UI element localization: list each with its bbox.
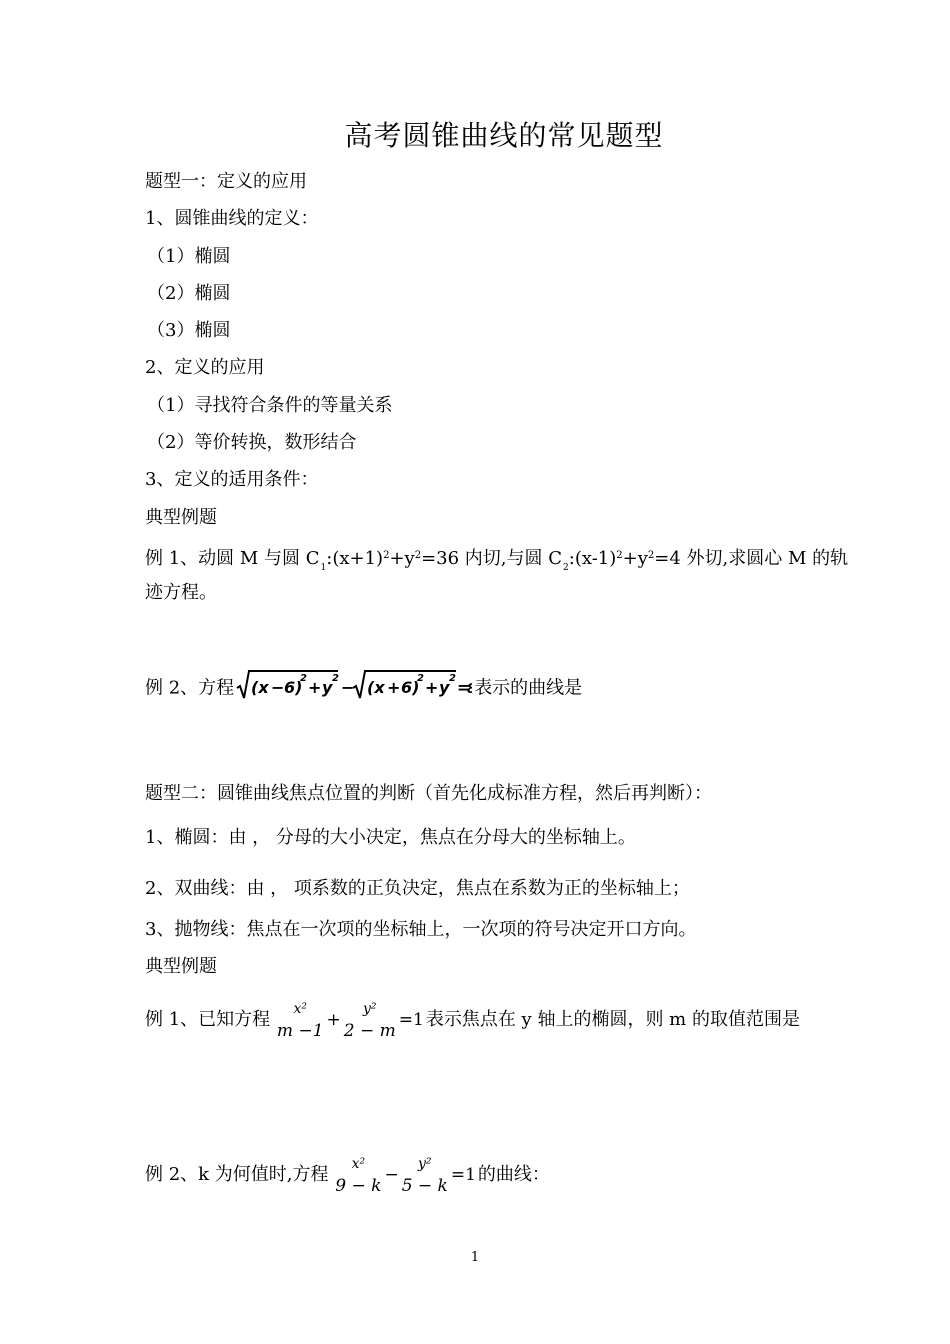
svg-text:−: − (341, 678, 355, 697)
example-2-2: 例 2、k 为何值时,方程 x² 9 − k − y² 5 − k =1 的曲线： (145, 1153, 550, 1197)
svg-text:6): 6) (284, 678, 303, 697)
svg-text:8 (467, 682, 472, 697)
section1-heading: 题型一：定义的应用 (145, 171, 307, 192)
fraction-x2-k: x² 9 − k (335, 1156, 382, 1196)
ellipse-rule: 1、椭圆：由 ， 分母的大小决定，焦点在分母大的坐标轴上。 (145, 827, 636, 848)
svg-text:=: = (457, 678, 471, 697)
fraction-y2-k: y² 5 − k (401, 1156, 448, 1196)
svg-text:+: + (308, 678, 322, 697)
example-2-1: 例 1、已知方程 x² m −1 + y² 2 − m =1 表示焦点在 y 轴上的椭圆，则 m 的取值范围是 (145, 998, 800, 1042)
example-1-1: 例 1、动圆 M 与圆 $C_1:(x+1)^2+y^2=36$ 内切,与圆 $C_2:(x-1)^2+y^2=4$ 外切,求圆心 M 的轨 (145, 548, 849, 573)
definition-item-1: （1）椭圆 (147, 246, 231, 267)
section2-heading: 题型二：圆锥曲线焦点位置的判断（首先化成标准方程，然后再判断）： (145, 783, 712, 804)
definition-item-2: （2）椭圆 (147, 283, 231, 304)
condition-heading: 3、定义的适用条件： (145, 469, 319, 490)
svg-text:2: 2 (332, 673, 340, 684)
definition-item-3: （3）椭圆 (147, 320, 231, 341)
example-1-1-continued: 迹方程。 (145, 582, 217, 603)
application-heading: 2、定义的应用 (145, 357, 265, 378)
svg-text:6): 6) (401, 678, 420, 697)
svg-text:+: + (425, 678, 439, 697)
application-item-2: （2）等价转换，数形结合 (147, 432, 357, 453)
radical-equation-graphic (236, 668, 472, 702)
svg-text:2: 2 (300, 673, 308, 684)
parabola-rule: 3、抛物线：焦点在一次项的坐标轴上，一次项的符号决定开口方向。 (145, 919, 697, 940)
page-title: 高考圆锥曲线的常见题型 (344, 119, 664, 152)
definition-heading: 1、圆锥曲线的定义： (145, 208, 319, 229)
svg-text:(x: (x (367, 678, 385, 697)
page-number: 1 (470, 1250, 480, 1265)
svg-text:(x: (x (251, 678, 269, 697)
svg-text:2: 2 (417, 673, 425, 684)
examples-heading-1: 典型例题 (145, 507, 217, 528)
fraction-x2: x² m −1 (276, 1001, 324, 1041)
hyperbola-rule: 2、双曲线：由 ， 项系数的正负决定，焦点在系数为正的坐标轴上； (145, 878, 690, 899)
svg-text:+: + (387, 678, 401, 697)
application-item-1: （1）寻找符合条件的等量关系 (147, 395, 393, 416)
svg-text:y: y (322, 678, 333, 697)
examples-heading-2: 典型例题 (145, 956, 217, 977)
equation-image (236, 668, 472, 709)
svg-text:y: y (439, 678, 450, 697)
fraction-y2: y² 2 − m (343, 1001, 396, 1041)
svg-text:2: 2 (449, 673, 457, 684)
example-1-2: 例 2、方程 (x − 6) 2 + y 2 − (x + 6) 2 + y 2 = 表示的曲线是 (145, 668, 582, 709)
svg-text:−: − (271, 678, 285, 697)
